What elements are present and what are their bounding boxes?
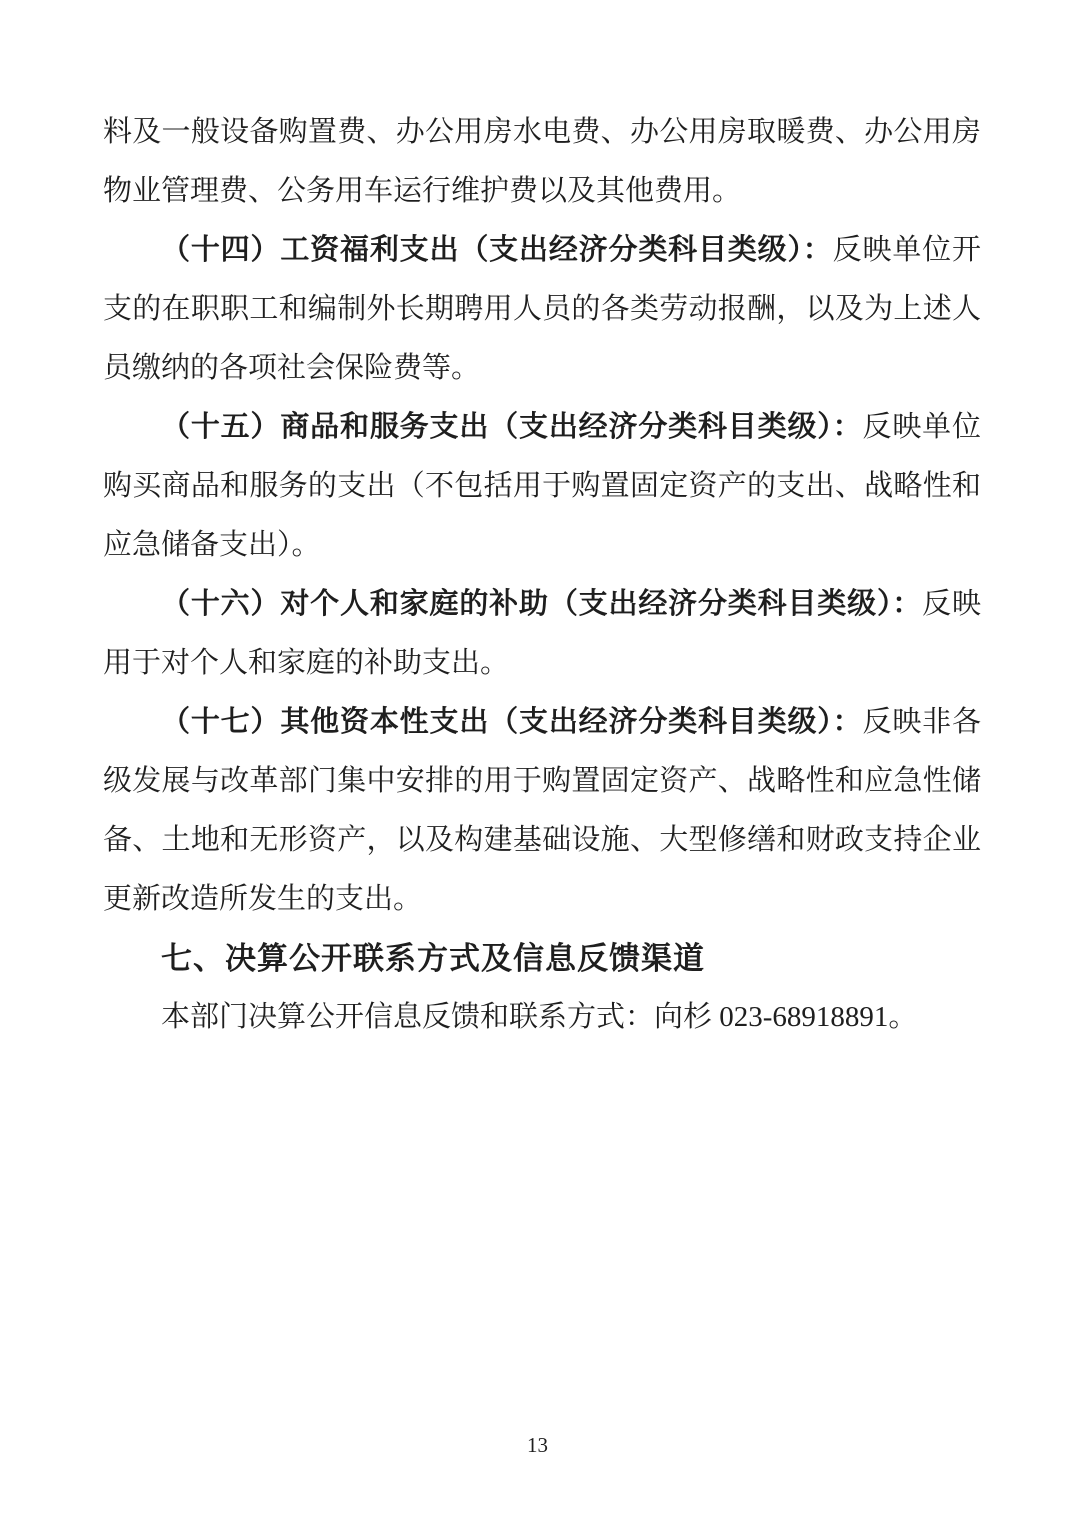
page-number: 13: [527, 1433, 548, 1457]
text-segment: 购买商品和服务的支出（不包括用于购置固定资产的支出、战略性和: [103, 470, 981, 502]
text-line: [103, 457, 981, 516]
text-line: [103, 870, 981, 929]
text-line: [103, 575, 981, 634]
paragraph-block: [103, 221, 981, 398]
text-line: [103, 516, 981, 575]
text-line: [103, 280, 981, 339]
paragraph-block: [103, 988, 981, 1047]
text-line: [103, 988, 981, 1047]
text-segment: 本部门决算公开信息反馈和联系方式：向杉 023-68918891。: [161, 1001, 918, 1033]
bold-text-segment: （十七）其他资本性支出（支出经济分类科目类级）：: [161, 706, 863, 738]
paragraph-block: [103, 398, 981, 575]
text-segment: 物业管理费、公务用车运行维护费以及其他费用。: [103, 175, 742, 207]
text-segment: 级发展与改革部门集中安排的用于购置固定资产、战略性和应急性储: [103, 765, 981, 797]
text-segment: 备、土地和无形资产，以及构建基础设施、大型修缮和财政支持企业: [103, 824, 981, 856]
text-segment: 反映单位: [862, 411, 981, 443]
text-line: [103, 162, 981, 221]
paragraph-block: [103, 103, 981, 221]
section-heading: [103, 929, 981, 988]
bold-text-segment: （十五）商品和服务支出（支出经济分类科目类级）：: [161, 411, 863, 443]
text-segment: 料及一般设备购置费、办公用房水电费、办公用房取暖费、办公用房: [103, 116, 981, 148]
text-segment: 支的在职职工和编制外长期聘用人员的各类劳动报酬，以及为上述人: [103, 293, 981, 325]
text-line: [103, 634, 981, 693]
section-heading-block: [103, 929, 981, 988]
text-segment: 反映: [922, 588, 981, 620]
paragraph-block: [103, 693, 981, 929]
bold-text-segment: （十六）对个人和家庭的补助（支出经济分类科目类级）：: [161, 588, 923, 620]
text-segment: 应急储备支出）。: [103, 529, 321, 561]
text-line: [103, 752, 981, 811]
bold-text-segment: （十四）工资福利支出（支出经济分类科目类级）：: [161, 234, 833, 266]
text-segment: 反映单位开: [832, 234, 981, 266]
text-segment: 用于对个人和家庭的补助支出。: [103, 647, 510, 679]
text-line: [103, 811, 981, 870]
text-line: [103, 339, 981, 398]
text-segment: 员缴纳的各项社会保险费等。: [103, 352, 481, 384]
bold-text-segment: 七、决算公开联系方式及信息反馈渠道: [161, 941, 705, 976]
text-segment: 反映非各: [862, 706, 981, 738]
text-segment: 更新改造所发生的支出。: [103, 883, 423, 915]
paragraph-block: [103, 575, 981, 693]
text-line: [103, 103, 981, 162]
document-body: [103, 103, 981, 1047]
text-line: [103, 221, 981, 280]
text-line: [103, 398, 981, 457]
text-line: [103, 693, 981, 752]
